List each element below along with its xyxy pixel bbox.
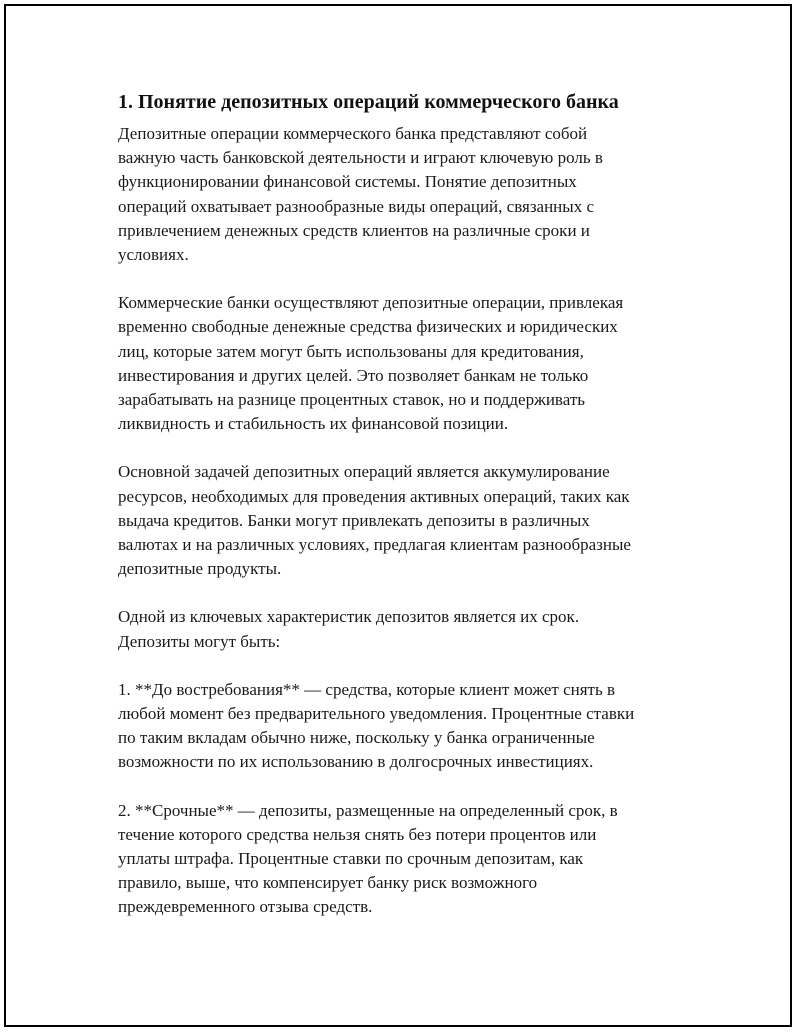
list-item-demand-deposits: 1. **До востребования** — средства, которые клиент может снять в любой момент без предварительного уведомления. Процентные ставки по таким вкладам обычно ниже, поскольку у банка ограниченные возможности по их использованию в долгосрочных инвестициях. [118, 679, 635, 772]
section-heading: 1. Понятие депозитных операций коммерческого банка [118, 91, 619, 113]
paragraph-main-task: Основной задачей депозитных операций является аккумулирование ресурсов, необходимых для проведения активных операций, таких как выдача кредитов. Банки могут привлекать депозиты в различных валютах и на различных условиях, предлагая клиентам разнообразные депозитные продукты. [118, 462, 631, 579]
paragraph-deposit-term: Одной из ключевых характеристик депозитов является их срок. Депозиты могут быть: [118, 607, 580, 651]
paragraph-commercial-banks: Коммерческие банки осуществляют депозитные операции, привлекая временно свободные денежные средства физических и юридических лиц, которые затем могут быть использованы для кредитования, инвестирования и других целей. Это позволяет банкам не только зарабатывать на разнице процентных ставок, но и поддерживать ликвидность и стабильность их финансовой позиции. [118, 293, 624, 434]
paragraph-intro: Депозитные операции коммерческого банка представляют собой важную часть банковской деятельности и играют ключевую роль в функционировании финансовой системы. Понятие депозитных операций охватывает разнообразные виды операций, связанных с привлечением денежных средств клиентов на различные сроки и условиях. [118, 124, 603, 265]
document-body [116, 88, 696, 944]
list-item-term-deposits: 2. **Срочные** — депозиты, размещенные на определенный срок, в течение которого средства нельзя снять без потери процентов или уплаты штрафа. Процентные ставки по срочным депозитам, как правило, выше, что компенсирует банку риск возможного преждевременного отзыва средств. [118, 800, 618, 917]
